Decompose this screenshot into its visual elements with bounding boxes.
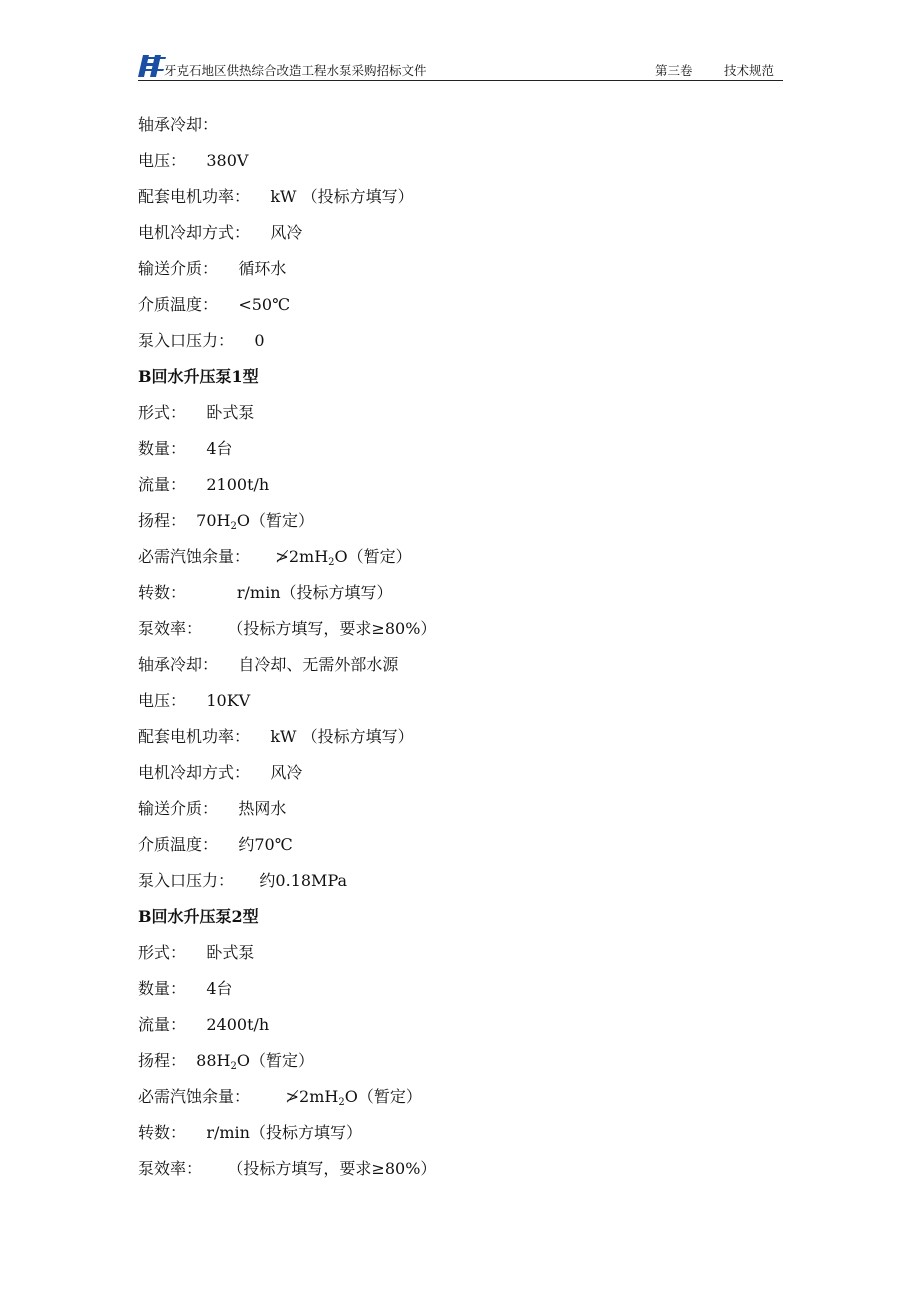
spec-line <box>138 107 783 143</box>
spec-text: 轴承冷却： 自冷却、无需外部水源 <box>138 655 399 674</box>
spec-text-suffix: O（暂定） <box>236 1051 314 1070</box>
spec-text-suffix: O（暂定） <box>344 1087 422 1106</box>
spec-text: 泵入口压力： 约0.18MPa <box>138 871 348 890</box>
spec-text: 流量： 2100t/h <box>138 475 270 494</box>
spec-text: B回水升压泵1型 <box>138 367 259 386</box>
spec-text: 必需汽蚀余量： ≯2mH <box>138 547 329 566</box>
document-title: 牙克石地区供热综合改造工程水泵采购招标文件 <box>164 63 427 78</box>
page-header <box>138 52 783 81</box>
spec-text: 电压： 380V <box>138 151 249 170</box>
spec-line <box>138 287 783 323</box>
spec-text: 输送介质： 热网水 <box>138 799 287 818</box>
volume-label: 第三卷 <box>655 63 693 78</box>
spec-line <box>138 935 783 971</box>
section-heading <box>138 899 783 935</box>
spec-text-suffix: O（暂定） <box>236 511 314 530</box>
document-body <box>138 107 783 1187</box>
subscript: 2 <box>230 521 237 532</box>
spec-text: 转数： r/min（投标方填写） <box>138 1123 362 1142</box>
spec-line <box>138 791 783 827</box>
spec-text: 泵效率： （投标方填写，要求≥80%） <box>138 619 437 638</box>
spec-line <box>138 575 783 611</box>
spec-line <box>138 755 783 791</box>
spec-line <box>138 1043 783 1079</box>
spec-text: 数量： 4台 <box>138 979 233 998</box>
spec-text: 电机冷却方式： 风冷 <box>138 763 303 782</box>
spec-text-suffix: O（暂定） <box>334 547 412 566</box>
spec-line <box>138 719 783 755</box>
spec-text: 必需汽蚀余量： ≯2mH <box>138 1087 339 1106</box>
spec-line <box>138 251 783 287</box>
spec-text: 形式： 卧式泵 <box>138 403 255 422</box>
spec-line <box>138 611 783 647</box>
spec-text: 扬程： 88H <box>138 1051 231 1070</box>
spec-text: 流量： 2400t/h <box>138 1015 270 1034</box>
spec-text: 介质温度： 约70℃ <box>138 835 293 854</box>
spec-line <box>138 539 783 575</box>
subscript: 2 <box>328 557 335 568</box>
spec-line <box>138 143 783 179</box>
spec-text: 形式： 卧式泵 <box>138 943 255 962</box>
spec-text: 配套电机功率： kW （投标方填写） <box>138 187 414 206</box>
spec-text: 轴承冷却： <box>138 115 219 134</box>
spec-line <box>138 467 783 503</box>
spec-line <box>138 1079 783 1115</box>
spec-text: 介质温度： <50℃ <box>138 295 291 314</box>
spec-text: 电压： 10KV <box>138 691 251 710</box>
spec-line <box>138 1151 783 1187</box>
spec-line <box>138 179 783 215</box>
spec-line <box>138 503 783 539</box>
spec-text: 输送介质： 循环水 <box>138 259 287 278</box>
spec-line <box>138 863 783 899</box>
spec-line <box>138 827 783 863</box>
company-logo-icon <box>138 55 166 77</box>
spec-text: 数量： 4台 <box>138 439 233 458</box>
section-heading <box>138 359 783 395</box>
spec-text: 泵效率： （投标方填写，要求≥80%） <box>138 1159 437 1178</box>
subscript: 2 <box>230 1061 237 1072</box>
spec-text: 扬程： 70H <box>138 511 231 530</box>
spec-line <box>138 683 783 719</box>
spec-text: 配套电机功率： kW （投标方填写） <box>138 727 414 746</box>
spec-text: B回水升压泵2型 <box>138 907 259 926</box>
spec-text: 电机冷却方式： 风冷 <box>138 223 303 242</box>
spec-text: 泵入口压力： 0 <box>138 331 265 350</box>
spec-line <box>138 215 783 251</box>
spec-line <box>138 1007 783 1043</box>
spec-line <box>138 971 783 1007</box>
section-label: 技术规范 <box>724 63 775 78</box>
spec-line <box>138 395 783 431</box>
spec-line <box>138 431 783 467</box>
spec-line <box>138 647 783 683</box>
spec-text: 转数： r/min（投标方填写） <box>138 583 393 602</box>
spec-line <box>138 323 783 359</box>
subscript: 2 <box>338 1097 345 1108</box>
spec-line <box>138 1115 783 1151</box>
